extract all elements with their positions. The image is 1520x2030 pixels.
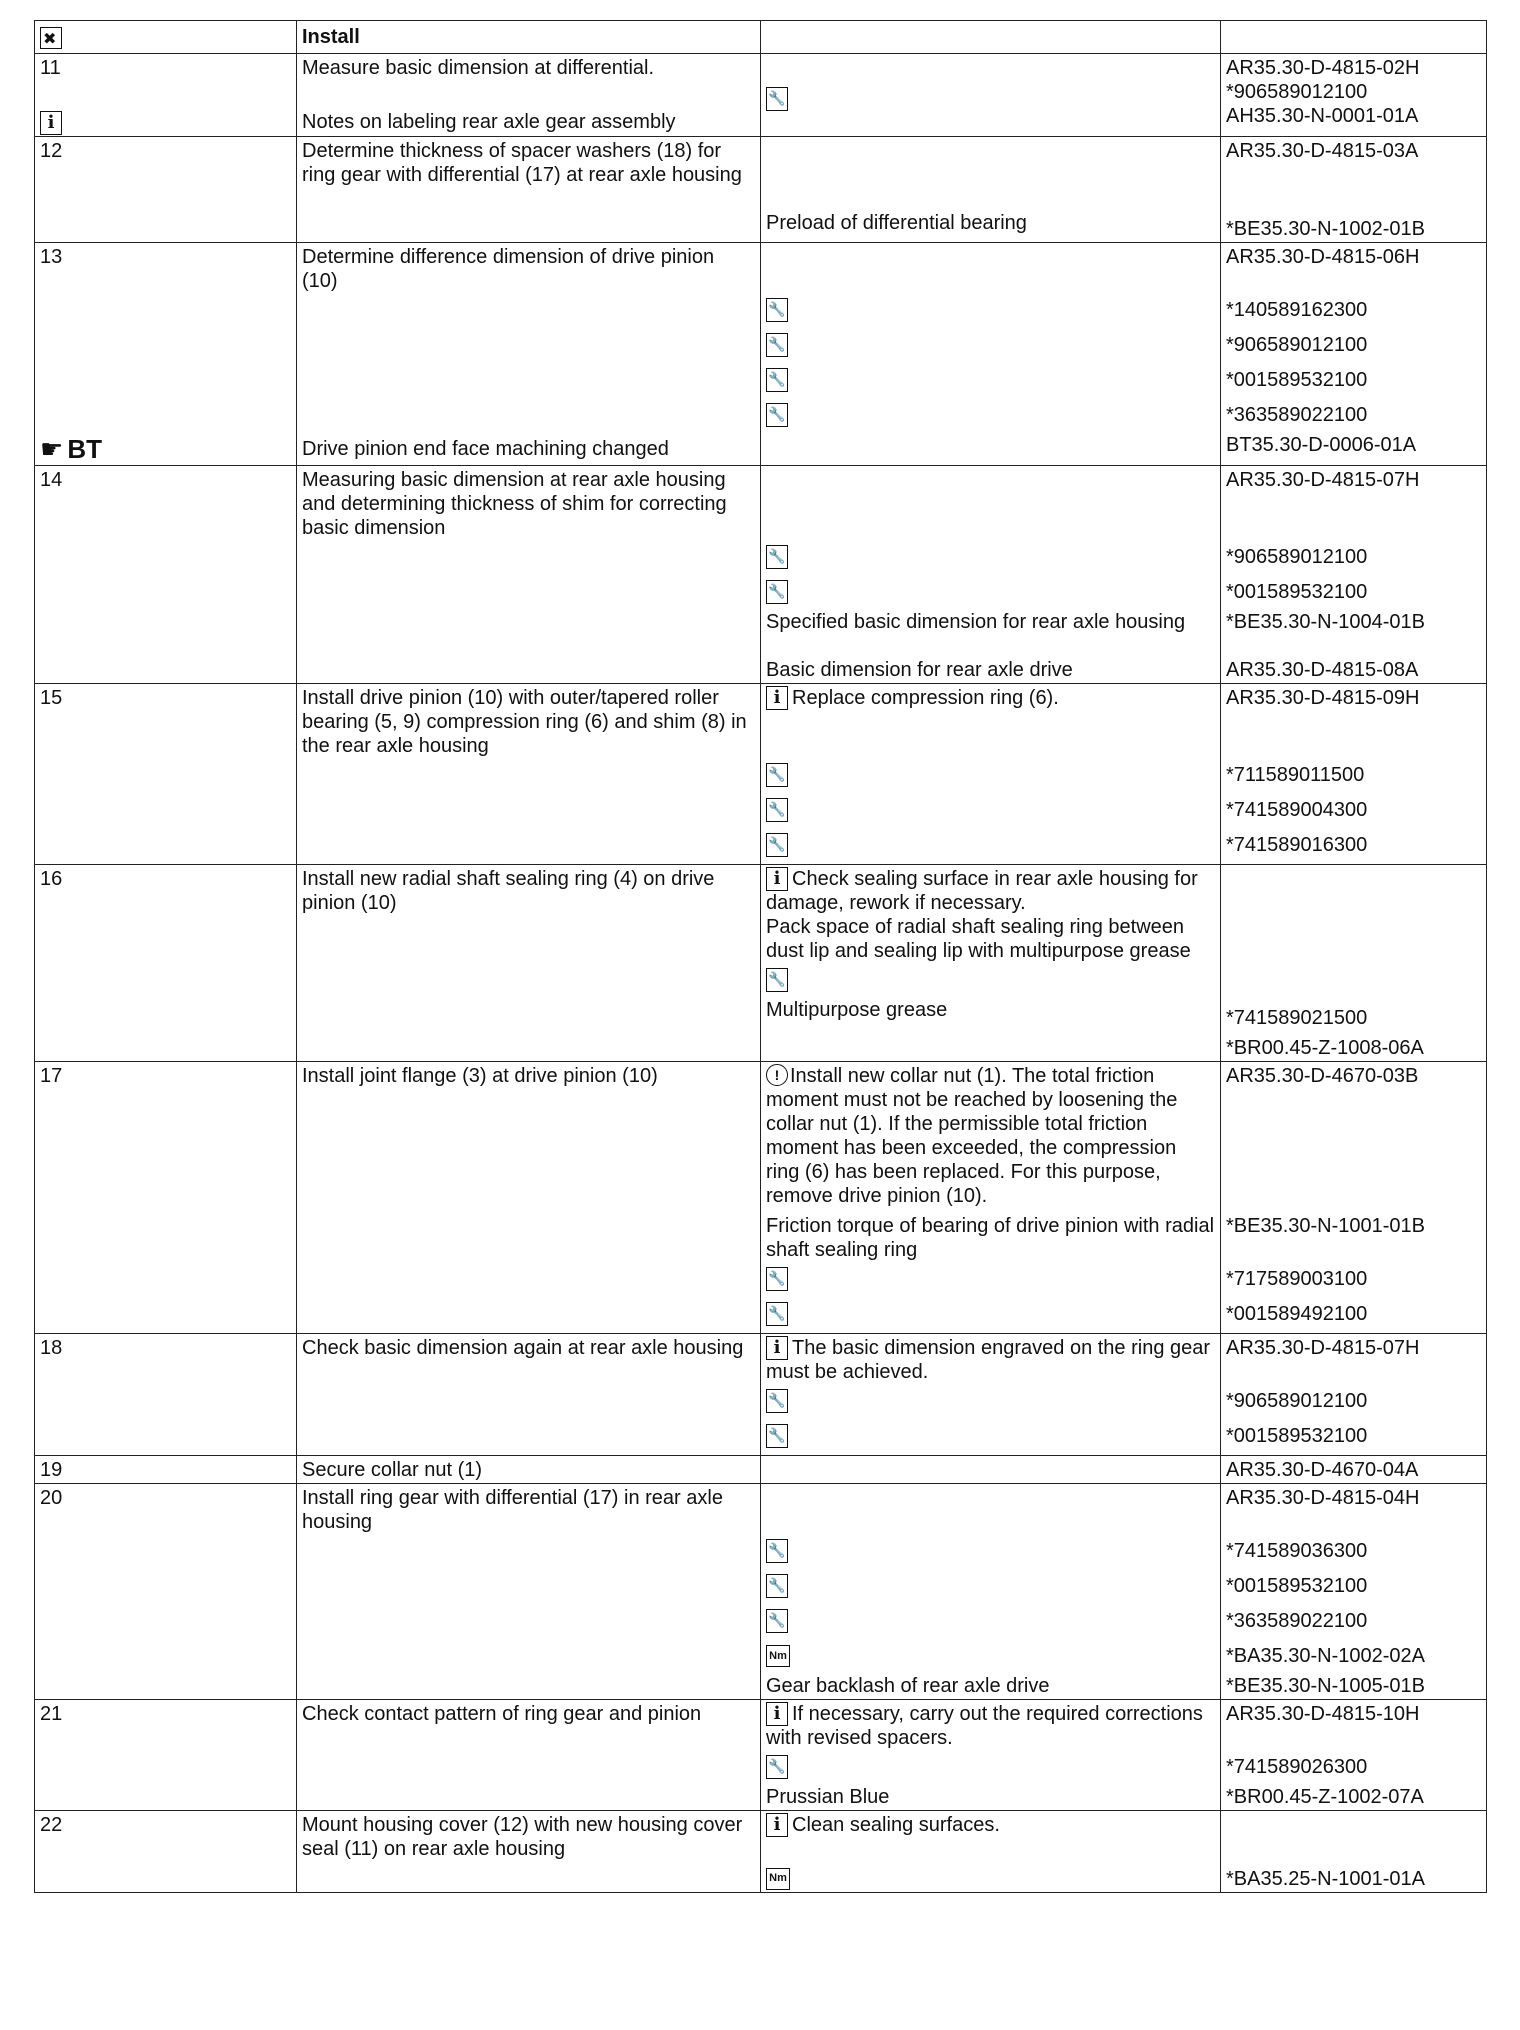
special-tool-icon bbox=[766, 968, 788, 992]
reference-code: *741589004300 bbox=[1226, 799, 1368, 822]
reference-code: AR35.30-D-4670-04A bbox=[1226, 1458, 1419, 1481]
reference-code: AR35.30-D-4670-03B bbox=[1226, 1064, 1419, 1087]
step-text: Measure basic dimension at differential. bbox=[302, 57, 655, 79]
reference-code: *906589012100 bbox=[1226, 1390, 1368, 1413]
table-row bbox=[35, 1455, 1487, 1483]
special-tool-icon bbox=[766, 798, 788, 822]
material-text: Prussian Blue bbox=[766, 1785, 890, 1808]
instruction-text: Replace compression ring (6). bbox=[792, 686, 1059, 709]
special-tool-icon bbox=[766, 368, 788, 392]
special-tool-icon bbox=[766, 1424, 788, 1448]
reference-code: *741589021500 bbox=[1226, 1007, 1368, 1030]
reference-code: *741589026300 bbox=[1226, 1756, 1368, 1779]
reference-code: *001589492100 bbox=[1226, 1303, 1368, 1326]
reference-code: *363589022100 bbox=[1226, 1610, 1368, 1633]
reference-code: BT35.30-D-0006-01A bbox=[1226, 433, 1417, 456]
instruction-text: Pack space of radial shaft sealing ring between dust lip and sealing lip with multipurpose grease bbox=[766, 915, 1191, 962]
reference-code: AR35.30-D-4815-07H bbox=[1226, 468, 1420, 491]
reference-code: *BE35.30-N-1002-01B bbox=[1226, 217, 1426, 240]
special-tool-icon bbox=[766, 1389, 788, 1413]
reference-code: *001589532100 bbox=[1226, 1575, 1368, 1598]
header-title: Install bbox=[302, 26, 360, 48]
step-text: Determine difference dimension of drive pinion (10) bbox=[302, 245, 715, 292]
reference-code: *906589012100 bbox=[1226, 546, 1368, 569]
step-text: Check basic dimension again at rear axle housing bbox=[302, 1336, 744, 1359]
instruction-text: The basic dimension engraved on the ring gear must be achieved. bbox=[766, 1336, 1211, 1383]
reference-code: *BE35.30-N-1004-01B bbox=[1226, 610, 1426, 633]
reference-code: AH35.30-N-0001-01A bbox=[1226, 105, 1419, 127]
step-number: 21 bbox=[40, 1702, 63, 1725]
reference-code: *001589532100 bbox=[1226, 369, 1368, 392]
instruction-text: Check sealing surface in rear axle housing for damage, rework if necessary. bbox=[766, 867, 1198, 914]
specification-text: Preload of differential bearing bbox=[766, 211, 1027, 234]
bt-label: BT bbox=[67, 433, 102, 464]
step-text: Install drive pinion (10) with outer/tapered roller bearing (5, 9) compression ring (6) and shim (8) in the rear axle housing bbox=[302, 686, 747, 757]
table-row bbox=[35, 1333, 1487, 1455]
step-note: Drive pinion end face machining changed bbox=[302, 437, 669, 460]
step-number: 19 bbox=[40, 1458, 63, 1481]
reference-code: *906589012100 bbox=[1226, 334, 1368, 357]
reference-code: AR35.30-D-4815-03A bbox=[1226, 139, 1419, 162]
instruction-text: If necessary, carry out the required corrections with revised spacers. bbox=[766, 1702, 1203, 1749]
install-icon bbox=[40, 27, 62, 49]
reference-code: *BR00.45-Z-1008-06A bbox=[1226, 1036, 1424, 1059]
reference-code: *BR00.45-Z-1002-07A bbox=[1226, 1785, 1424, 1808]
special-tool-icon bbox=[766, 1609, 788, 1633]
table-row bbox=[35, 1810, 1487, 1892]
step-number: 20 bbox=[40, 1486, 63, 1509]
reference-code: *BE35.30-N-1005-01B bbox=[1226, 1674, 1426, 1697]
step-text: Install joint flange (3) at drive pinion (10) bbox=[302, 1064, 658, 1087]
instruction-text: Install new collar nut (1). The total friction moment must not be reached by loosening the collar nut (1). If the permissible total friction moment has been exceeded, the compression ring (6) has been replaced. For this purpose, remove drive pinion (10). bbox=[766, 1064, 1178, 1207]
step-text: Check contact pattern of ring gear and pinion bbox=[302, 1702, 702, 1725]
special-tool-icon bbox=[766, 833, 788, 857]
reference-code: AR35.30-D-4815-08A bbox=[1226, 658, 1419, 681]
table-row bbox=[35, 1483, 1487, 1699]
step-number: 12 bbox=[40, 139, 63, 162]
reference-code: *140589162300 bbox=[1226, 299, 1368, 322]
step-number: 11 bbox=[40, 57, 61, 79]
info-icon: i bbox=[766, 686, 788, 710]
instruction-text: Clean sealing surfaces. bbox=[792, 1813, 1000, 1836]
table-row bbox=[35, 683, 1487, 864]
step-text: Mount housing cover (12) with new housing cover seal (11) on rear axle housing bbox=[302, 1813, 743, 1860]
special-tool-icon bbox=[766, 763, 788, 787]
reference-code: *BE35.30-N-1001-01B bbox=[1226, 1214, 1426, 1237]
step-text: Install ring gear with differential (17) in rear axle housing bbox=[302, 1486, 723, 1533]
special-tool-icon bbox=[766, 1755, 788, 1779]
special-tool-icon bbox=[766, 1539, 788, 1563]
step-number: 15 bbox=[40, 686, 63, 709]
reference-code: *711589011500 bbox=[1226, 764, 1365, 787]
reference-code: *741589036300 bbox=[1226, 1540, 1368, 1563]
special-tool-icon bbox=[766, 87, 788, 111]
special-tool-icon bbox=[766, 1574, 788, 1598]
material-text: Multipurpose grease bbox=[766, 998, 948, 1021]
torque-nm-icon: Nm bbox=[766, 1645, 790, 1667]
specification-text: Friction torque of bearing of drive pinion with radial shaft sealing ring bbox=[766, 1214, 1215, 1261]
special-tool-icon bbox=[766, 333, 788, 357]
reference-code: AR35.30-D-4815-02H bbox=[1226, 57, 1420, 79]
table-row bbox=[35, 864, 1487, 1061]
step-number: 16 bbox=[40, 867, 63, 890]
special-tool-icon bbox=[766, 1267, 788, 1291]
special-tool-icon bbox=[766, 298, 788, 322]
specification-text: Gear backlash of rear axle drive bbox=[766, 1674, 1050, 1697]
table-row bbox=[35, 242, 1487, 465]
install-procedure-table bbox=[34, 20, 1487, 1893]
reference-code: *BA35.25-N-1001-01A bbox=[1226, 1867, 1426, 1890]
reference-code: *741589016300 bbox=[1226, 834, 1368, 857]
torque-nm-icon: Nm bbox=[766, 1868, 790, 1890]
step-number: 17 bbox=[40, 1064, 63, 1087]
step-text: Determine thickness of spacer washers (18) for ring gear with differential (17) at rear axle housing bbox=[302, 139, 742, 186]
table-row bbox=[35, 1061, 1487, 1333]
info-icon: i bbox=[766, 867, 788, 891]
specification-text: Basic dimension for rear axle drive bbox=[766, 658, 1073, 681]
table-header-row bbox=[35, 21, 1487, 54]
special-tool-icon bbox=[766, 580, 788, 604]
reference-code: AR35.30-D-4815-10H bbox=[1226, 1702, 1420, 1725]
info-icon: i bbox=[766, 1702, 788, 1726]
reference-code: *717589003100 bbox=[1226, 1268, 1368, 1291]
info-icon: i bbox=[40, 111, 62, 135]
reference-code: AR35.30-D-4815-07H bbox=[1226, 1336, 1420, 1359]
reference-code: AR35.30-D-4815-06H bbox=[1226, 245, 1420, 268]
step-number: 13 bbox=[40, 245, 63, 268]
pointing-hand-icon: ☛ bbox=[40, 434, 64, 465]
table-row bbox=[35, 465, 1487, 683]
reference-code: *BA35.30-N-1002-02A bbox=[1226, 1645, 1426, 1668]
table-row bbox=[35, 1699, 1487, 1810]
step-number: 14 bbox=[40, 468, 63, 491]
reference-code: AR35.30-D-4815-04H bbox=[1226, 1486, 1420, 1509]
table-row bbox=[35, 136, 1487, 242]
special-tool-icon bbox=[766, 545, 788, 569]
step-text: Measuring basic dimension at rear axle housing and determining thickness of shim for correcting basic dimension bbox=[302, 468, 727, 539]
info-icon: i bbox=[766, 1813, 788, 1837]
special-tool-icon bbox=[766, 1302, 788, 1326]
reference-code: *363589022100 bbox=[1226, 404, 1368, 427]
step-number: 18 bbox=[40, 1336, 63, 1359]
table-row bbox=[35, 54, 1487, 137]
step-text: Secure collar nut (1) bbox=[302, 1458, 483, 1481]
warning-icon: ! bbox=[766, 1064, 788, 1086]
step-number: 22 bbox=[40, 1813, 63, 1836]
step-note: Notes on labeling rear axle gear assembly bbox=[302, 111, 676, 133]
info-icon: i bbox=[766, 1336, 788, 1360]
reference-code: *906589012100 bbox=[1226, 81, 1368, 103]
reference-code: AR35.30-D-4815-09H bbox=[1226, 686, 1420, 709]
reference-code: *001589532100 bbox=[1226, 581, 1368, 604]
specification-text: Specified basic dimension for rear axle housing bbox=[766, 610, 1186, 633]
special-tool-icon bbox=[766, 403, 788, 427]
reference-code: *001589532100 bbox=[1226, 1425, 1368, 1448]
step-text: Install new radial shaft sealing ring (4) on drive pinion (10) bbox=[302, 867, 715, 914]
